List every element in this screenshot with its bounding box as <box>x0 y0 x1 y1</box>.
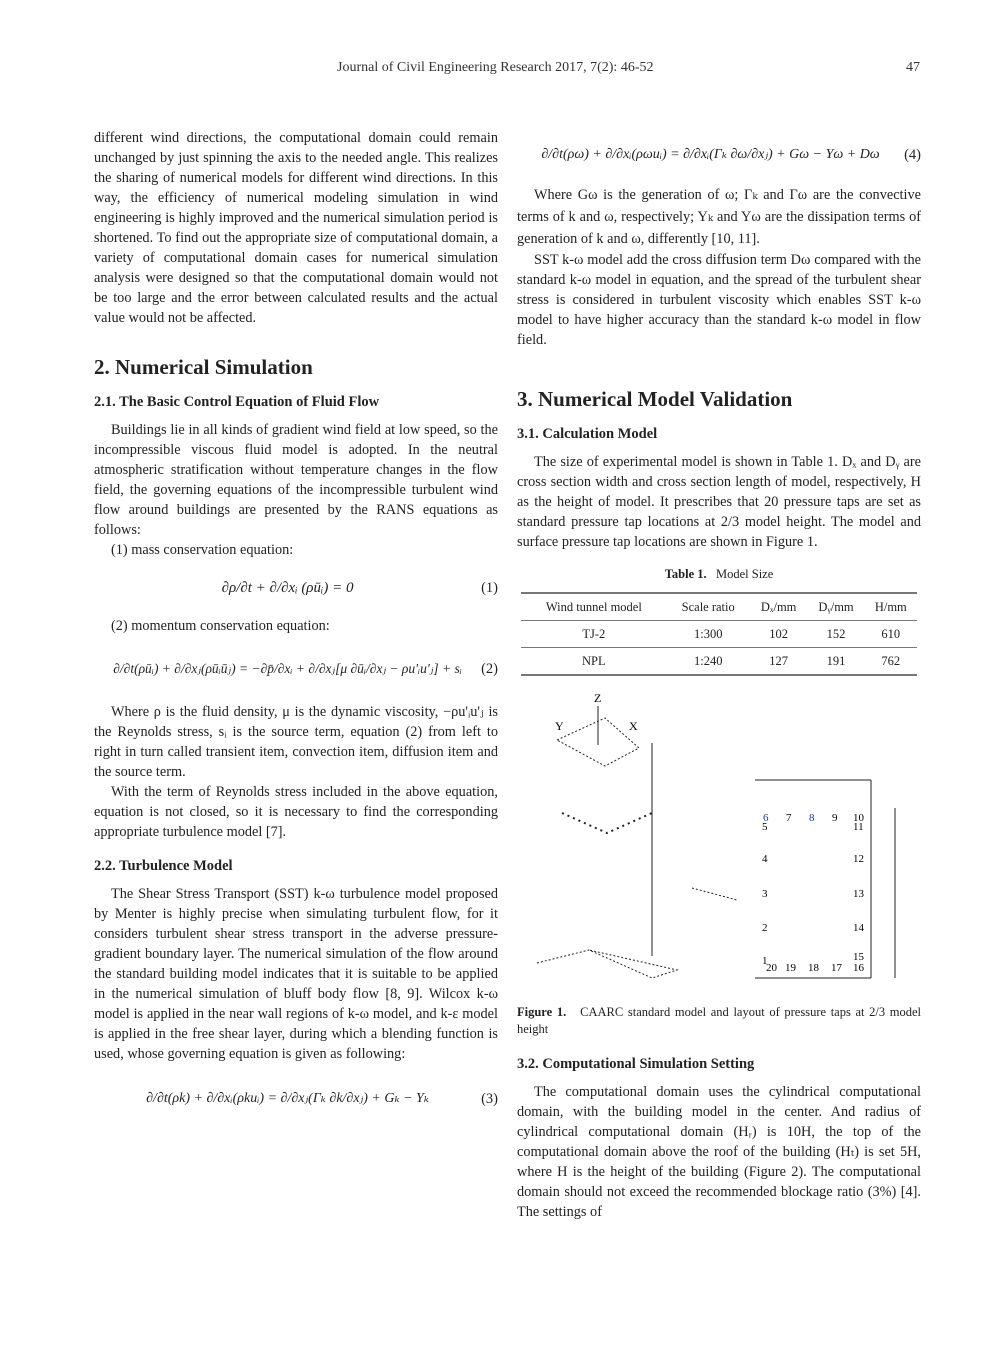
paragraph-where: Where ρ is the fluid density, μ is the dynamic viscosity, −ρu'ᵢu'ⱼ is the Reynolds stress, sᵢ is the source term, equation (2) from left to right in turn called transient item, convection item, diffusion item and the source term. <box>94 704 498 780</box>
table-label: Table 1. <box>664 567 707 581</box>
cell: 127 <box>769 654 788 668</box>
equation-1-body: ∂ρ/∂t + ∂/∂xᵢ (ρūᵢ) = 0 <box>221 580 354 596</box>
left-column <box>94 128 498 1134</box>
figure-label: Figure 1. <box>517 1005 567 1019</box>
running-header: Journal of Civil Engineering Research 2017, 7(2): 46-52 <box>337 60 654 75</box>
paragraph-where-2: Where Gω is the generation of ω; Γₖ and Γω are the convective terms of k and ω, respectively; Yₖ and Yω are the dissipation terms of generation of k and ω, differently [10, 11]. <box>517 187 921 247</box>
section-heading-2: 2. Numerical Simulation <box>94 355 313 379</box>
tap-label: 20 <box>766 962 777 974</box>
tap-label: 4 <box>762 853 768 865</box>
tap-label: 16 <box>853 962 864 974</box>
tap-label: 3 <box>762 888 768 900</box>
paragraph-3-2: The computational domain uses the cylindrical computational domain, with the building model in the center. And radius of cylindrical computational domain (Hᵣ) is 10H, the top of the computational domain above the roof of the building (Hₜ) is set 5H, where H is the height of the building (Figure 2). The computational domain should not exceed the recommended blockage ratio (3%) [4]. The settings of <box>517 1084 921 1220</box>
cell: NPL <box>582 654 606 668</box>
table-row <box>521 621 917 648</box>
equation-1-number: (1) <box>481 580 498 596</box>
tap-label: 9 <box>832 812 838 824</box>
figure-caption-text: CAARC standard model and layout of pressure taps at 2/3 model height <box>517 1005 922 1036</box>
tap-label: 11 <box>853 821 864 833</box>
tap-label: 18 <box>808 962 819 974</box>
paragraph-3-1: The size of experimental model is shown in Table 1. Dₓ and Dᵧ are cross section width and cross section length of model, respectively, H as the height of model. It prescribes that 20 pressure taps are set as standard pressure tap locations at 2/3 model height. The model and surface pressure tap locations are shown in Figure 1. <box>517 454 921 550</box>
paragraph-intro: different wind directions, the computational domain could remain unchanged by just spinning the axis to the needed angle. This realizes the sharing of numerical models for different wind directions. In this way, the efficiency of numerical modeling simulation in wind engineering is highly improved and the numerical simulation period is shortened. To find out the appropriate size of computational domain, a variety of computational domain cases for numerical simulation analysis were designed so that the computational domain would not be too large and the error between calculated results and the actual value would not be affected. <box>94 130 498 326</box>
cell: TJ-2 <box>582 627 606 641</box>
equation-2 <box>94 636 498 702</box>
table-title: Model Size <box>716 567 774 581</box>
col-header: Wind tunnel model <box>545 600 642 614</box>
equation-3 <box>94 1064 498 1134</box>
paragraph-momentum: (2) momentum conservation equation: <box>111 618 330 634</box>
tap-label: 19 <box>785 962 796 974</box>
cell: 191 <box>826 654 846 668</box>
paragraph-2-2: The Shear Stress Transport (SST) k-ω turbulence model proposed by Menter is highly precise when simulating turbulent flow, for it considers turbulent shear stress transport in the adverse pressure-gradient boundary layer. The numerical simulation of the flow around the standard building model indicates that it is suitable to be applied in the numerical simulation of bluff body flow [8, 9]. Wilcox k-ω model is applied in the near wall regions of k-ω model, and k-ε model is applied in the free shear layer, during which a blending function is used, whose governing equation is given as following: <box>94 886 498 1062</box>
tap-label: 13 <box>853 888 864 900</box>
equation-4-body: ∂/∂t(ρω) + ∂/∂xᵢ(ρωuᵢ) = ∂/∂xᵢ(Γₖ ∂ω/∂xⱼ) + Gω − Yω + Dω <box>541 147 880 162</box>
subsection-heading-3-1: 3.1. Calculation Model <box>517 426 658 442</box>
equation-3-body: ∂/∂t(ρk) + ∂/∂xᵢ(ρkuᵢ) = ∂/∂xⱼ(Γₖ ∂k/∂xⱼ) + Gₖ − Yₖ <box>146 1091 429 1106</box>
figure-caption <box>517 1004 921 1038</box>
paragraph-mass: (1) mass conservation equation: <box>111 542 294 558</box>
equation-2-body: ∂/∂t(ρūᵢ) + ∂/∂xⱼ(ρūᵢūⱼ) = −∂p̄/∂xᵢ + ∂/∂xⱼ[μ ∂ūᵢ/∂xⱼ − ρu'ᵢu'ⱼ] + sᵢ <box>113 661 462 676</box>
cell: 1:240 <box>693 654 723 668</box>
pressure-taps <box>762 812 865 974</box>
cell: 152 <box>826 627 846 641</box>
tap-label: 6 <box>763 812 769 824</box>
subsection-heading-2-1: 2.1. The Basic Control Equation of Fluid Flow <box>94 394 380 410</box>
cell: 610 <box>881 627 901 641</box>
tap-label: 15 <box>853 951 864 963</box>
tap-label: 2 <box>762 922 768 934</box>
tap-label: 7 <box>786 812 792 824</box>
cell: 762 <box>881 654 901 668</box>
axis-label-x: X <box>629 719 638 733</box>
tap-label: 1 <box>762 955 768 967</box>
tap-label: 12 <box>853 853 864 865</box>
table-row <box>521 648 917 676</box>
tap-label: 17 <box>831 962 842 974</box>
subsection-heading-2-2: 2.2. Turbulence Model <box>94 858 233 874</box>
paragraph-2-1: Buildings lie in all kinds of gradient wind field at low speed, so the incompressible viscous fluid model is adopted. In the neutral atmospheric stratification without temperature changes in the flow field, the governing equations of the incompressible turbulent wind flow around buildings are presented by the RANS equations as follows: <box>94 422 498 538</box>
tap-label: 14 <box>853 922 864 934</box>
tap-label: 8 <box>809 812 815 824</box>
figure-1-drawing <box>517 688 921 988</box>
subsection-heading-3-2: 3.2. Computational Simulation Setting <box>517 1056 755 1072</box>
page-number: 47 <box>906 60 920 75</box>
equation-1 <box>94 560 498 616</box>
table-header-row <box>521 593 917 621</box>
equation-4 <box>517 126 921 184</box>
paragraph-reynolds: With the term of Reynolds stress included in the above equation, equation is not closed, so it is necessary to find the corresponding appropriate turbulence model [7]. <box>94 784 498 840</box>
cell: 102 <box>769 627 788 641</box>
right-column <box>517 126 921 1222</box>
col-header: Dₓ/mm <box>760 600 797 614</box>
cell: 1:300 <box>693 627 723 641</box>
tap-label: 5 <box>762 821 768 833</box>
base-outline <box>537 950 677 978</box>
equation-3-number: (3) <box>481 1091 498 1107</box>
equation-2-number: (2) <box>481 661 498 677</box>
model-size-table <box>521 592 917 676</box>
tap-label: 10 <box>853 812 864 824</box>
axis-label-z: Z <box>594 691 602 705</box>
tap-section <box>562 813 652 833</box>
paragraph-sst: SST k-ω model add the cross diffusion term Dω compared with the standard k-ω model in equation, and the spread of the turbulent shear stress is considered in turbulent viscosity which enables SST k-ω model to have higher accuracy than the standard k-ω model in flow field. <box>517 252 921 348</box>
col-header: Dᵧ/mm <box>818 600 854 614</box>
col-header: H/mm <box>874 600 907 614</box>
section-heading-3: 3. Numerical Model Validation <box>517 387 793 411</box>
col-header: Scale ratio <box>681 600 735 614</box>
equation-4-number: (4) <box>904 147 921 163</box>
table-caption <box>517 564 921 584</box>
pointer-line <box>692 888 737 900</box>
axis-label-y: Y <box>555 719 564 733</box>
